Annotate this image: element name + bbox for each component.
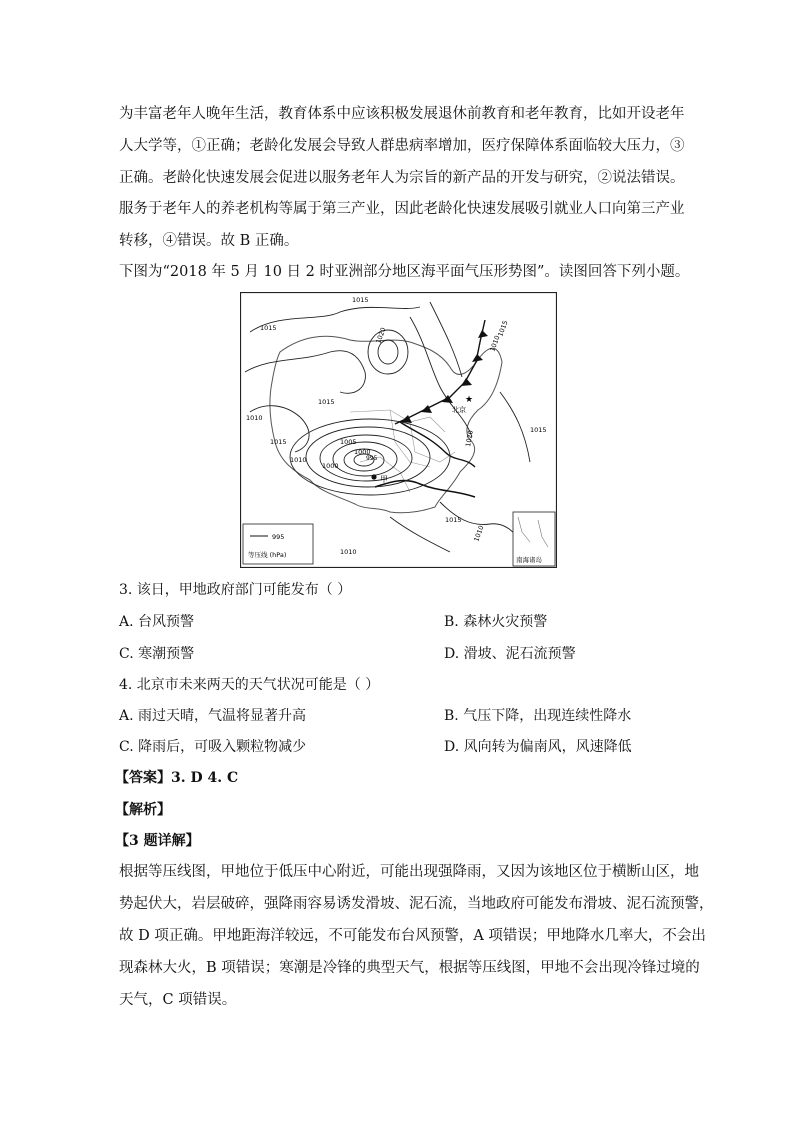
isobar-label: 1015 [530,426,547,434]
paragraph-line: 人大学等，①正确；老龄化发展会导致人群患病率增加，医疗保障体系面临较大压力，③ [119,138,685,154]
paragraph-line: 天气，C 项错误。 [119,992,237,1008]
question-4-stem: 4. 北京市未来两天的天气状况可能是（ ） [119,677,380,693]
q4-option-a: A. 雨过天晴，气温将显著升高 [119,708,307,724]
isobar-label: 1005 [340,438,357,446]
figure-intro: 下图为“2018 年 5 月 10 日 2 时亚洲部分地区海平面气压形势图”。读图回答下列小题。 [119,264,690,280]
point-jia-label: 甲 [380,475,388,484]
q4-option-c: C. 降雨后，可吸入颗粒物减少 [119,739,307,755]
q3-option-b: B. 森林火灾预警 [444,614,548,630]
isobar-label: 1015 [260,324,277,332]
isobar-label: 1010 [340,548,357,556]
paragraph-line: 为丰富老年人晚年生活，教育体系中应该积极发展退休前教育和老年教育，比如开设老年 [119,106,685,122]
isobar-label: 1020 [374,326,388,345]
detail-heading: 【3 题详解】 [115,833,200,849]
isobar-label: 1020 [464,429,475,448]
isobar-label: 1015 [496,319,510,338]
isobar-label: 1010 [246,414,263,422]
isobar-label: 1015 [270,438,287,446]
pressure-map-figure [240,292,557,568]
isobar-label: 1015 [352,296,369,304]
paragraph-line: 根据等压线图，甲地位于低压中心附近，可能出现强降雨，又因为该地区位于横断山区，地 [119,864,699,880]
beijing-label: 北京 [452,406,466,414]
isobar-label: 1015 [318,398,335,406]
isobar-label: 1000 [322,462,339,470]
legend-caption: 等压线 (hPa) [248,551,287,559]
paragraph-line: 现森林大火，B 项错误；寒潮是冷锋的典型天气，根据等压线图，甲地不会出现冷锋过境的 [119,960,700,976]
beijing-star-icon: ★ [465,395,474,405]
paragraph-line: 正确。老龄化快速发展会促进以服务老年人为宗旨的新产品的开发与研究，②说法错误。 [119,170,685,186]
isobar-label: 1010 [488,334,502,353]
q4-option-b: B. 气压下降，出现连续性降水 [444,708,632,724]
question-3-stem: 3. 该日，甲地政府部门可能发布（ ） [119,582,352,598]
paragraph-line: 故 D 项正确。甲地距海洋较远，不可能发布台风预警，A 项错误；甲地降水几率大，不会出 [119,928,706,944]
point-jia-marker [371,474,376,479]
legend-value: 995 [272,533,285,541]
pressure-map [240,292,557,568]
inset-caption: 南海诸岛 [516,556,542,564]
isobar-label: 1010 [472,524,486,543]
analysis-heading: 【解析】 [115,802,171,818]
q3-option-a: A. 台风预警 [119,614,195,630]
q3-option-c: C. 寒潮预警 [119,646,195,662]
q3-option-d: D. 滑坡、泥石流预警 [444,646,576,662]
paragraph-line: 势起伏大，岩层破碎，强降雨容易诱发滑坡、泥石流，当地政府可能发布滑坡、泥石流预警， [119,896,714,912]
q4-option-d: D. 风向转为偏南风，风速降低 [444,739,632,755]
paragraph-line: 服务于老年人的养老机构等属于第三产业，因此老龄化快速发展吸引就业人口向第三产业 [119,201,685,217]
isobar-label: 1010 [290,456,307,464]
isobar-label: 995 [366,455,378,462]
answer-line: 【答案】3. D 4. C [115,770,239,786]
isobar-label: 1015 [445,516,462,524]
isobar-label: 1000 [354,448,371,456]
paragraph-line: 转移，④错误。故 B 正确。 [119,233,299,249]
